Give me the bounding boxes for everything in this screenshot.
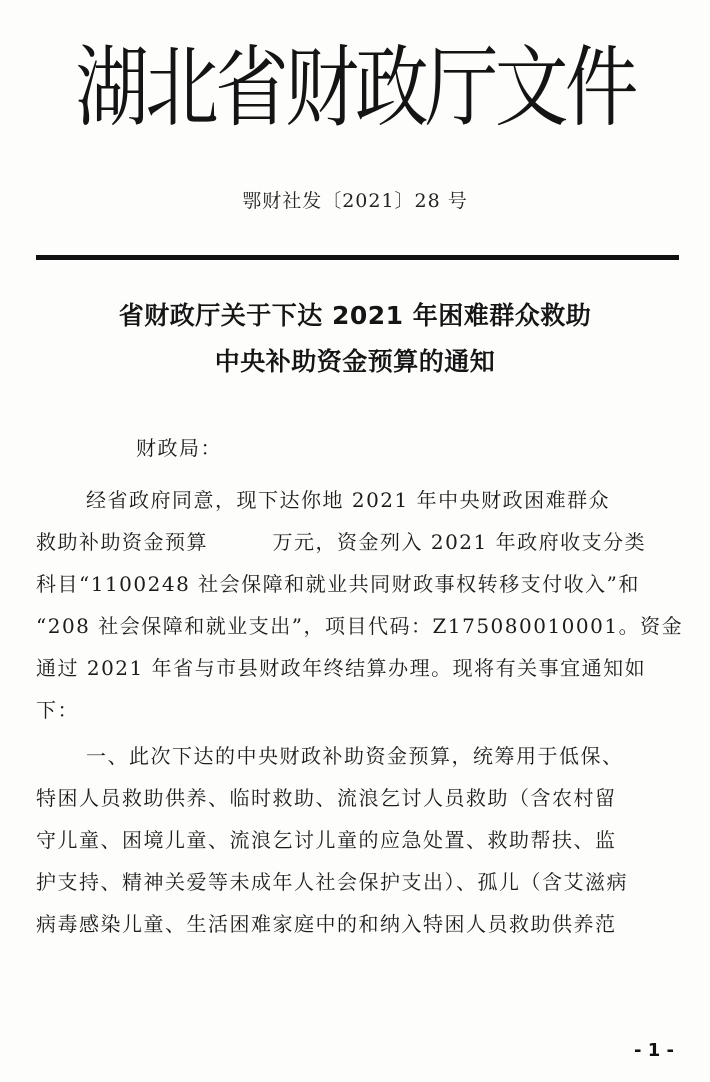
body-line: 救助补助资金预算 万元，资金列入 2021 年政府收支分类: [36, 530, 647, 554]
salutation: 财政局：: [136, 436, 222, 460]
body-line: 守儿童、困境儿童、流浪乞讨儿童的应急处置、救助帮扶、监: [36, 828, 617, 852]
document-title-line-2: 中央补助资金预算的通知: [214, 347, 496, 376]
body-line: 下：: [36, 698, 79, 722]
body-line: 病毒感染儿童、生活困难家庭中的和纳入特困人员救助供养范: [36, 912, 617, 936]
page-number: - 1 -: [634, 1040, 674, 1061]
body-line: 通过 2021 年省与市县财政年终结算办理。现将有关事宜通知如: [36, 656, 647, 680]
body-line: “208 社会保障和就业支出”，项目代码：Z175080010001。资金: [36, 614, 684, 638]
body-line: 一、此次下达的中央财政补助资金预算，统筹用于低保、: [86, 744, 624, 768]
header-title: 湖北省财政厅文件: [75, 36, 635, 140]
body-line: 护支持、精神关爱等未成年人社会保护支出）、孤儿（含艾滋病: [36, 870, 628, 894]
body-line: 特困人员救助供养、临时救助、流浪乞讨人员救助（含农村留: [36, 786, 617, 810]
body-line: 科目“1100248 社会保障和就业共同财政事权转移支付收入”和: [36, 572, 640, 596]
header-divider: [36, 255, 679, 260]
body-line: 经省政府同意，现下达你地 2021 年中央财政困难群众: [86, 488, 611, 512]
document-title-line-1: 省财政厅关于下达 2021 年困难群众救助: [118, 301, 592, 330]
document-number: 鄂财社发〔2021〕28 号: [242, 190, 468, 212]
